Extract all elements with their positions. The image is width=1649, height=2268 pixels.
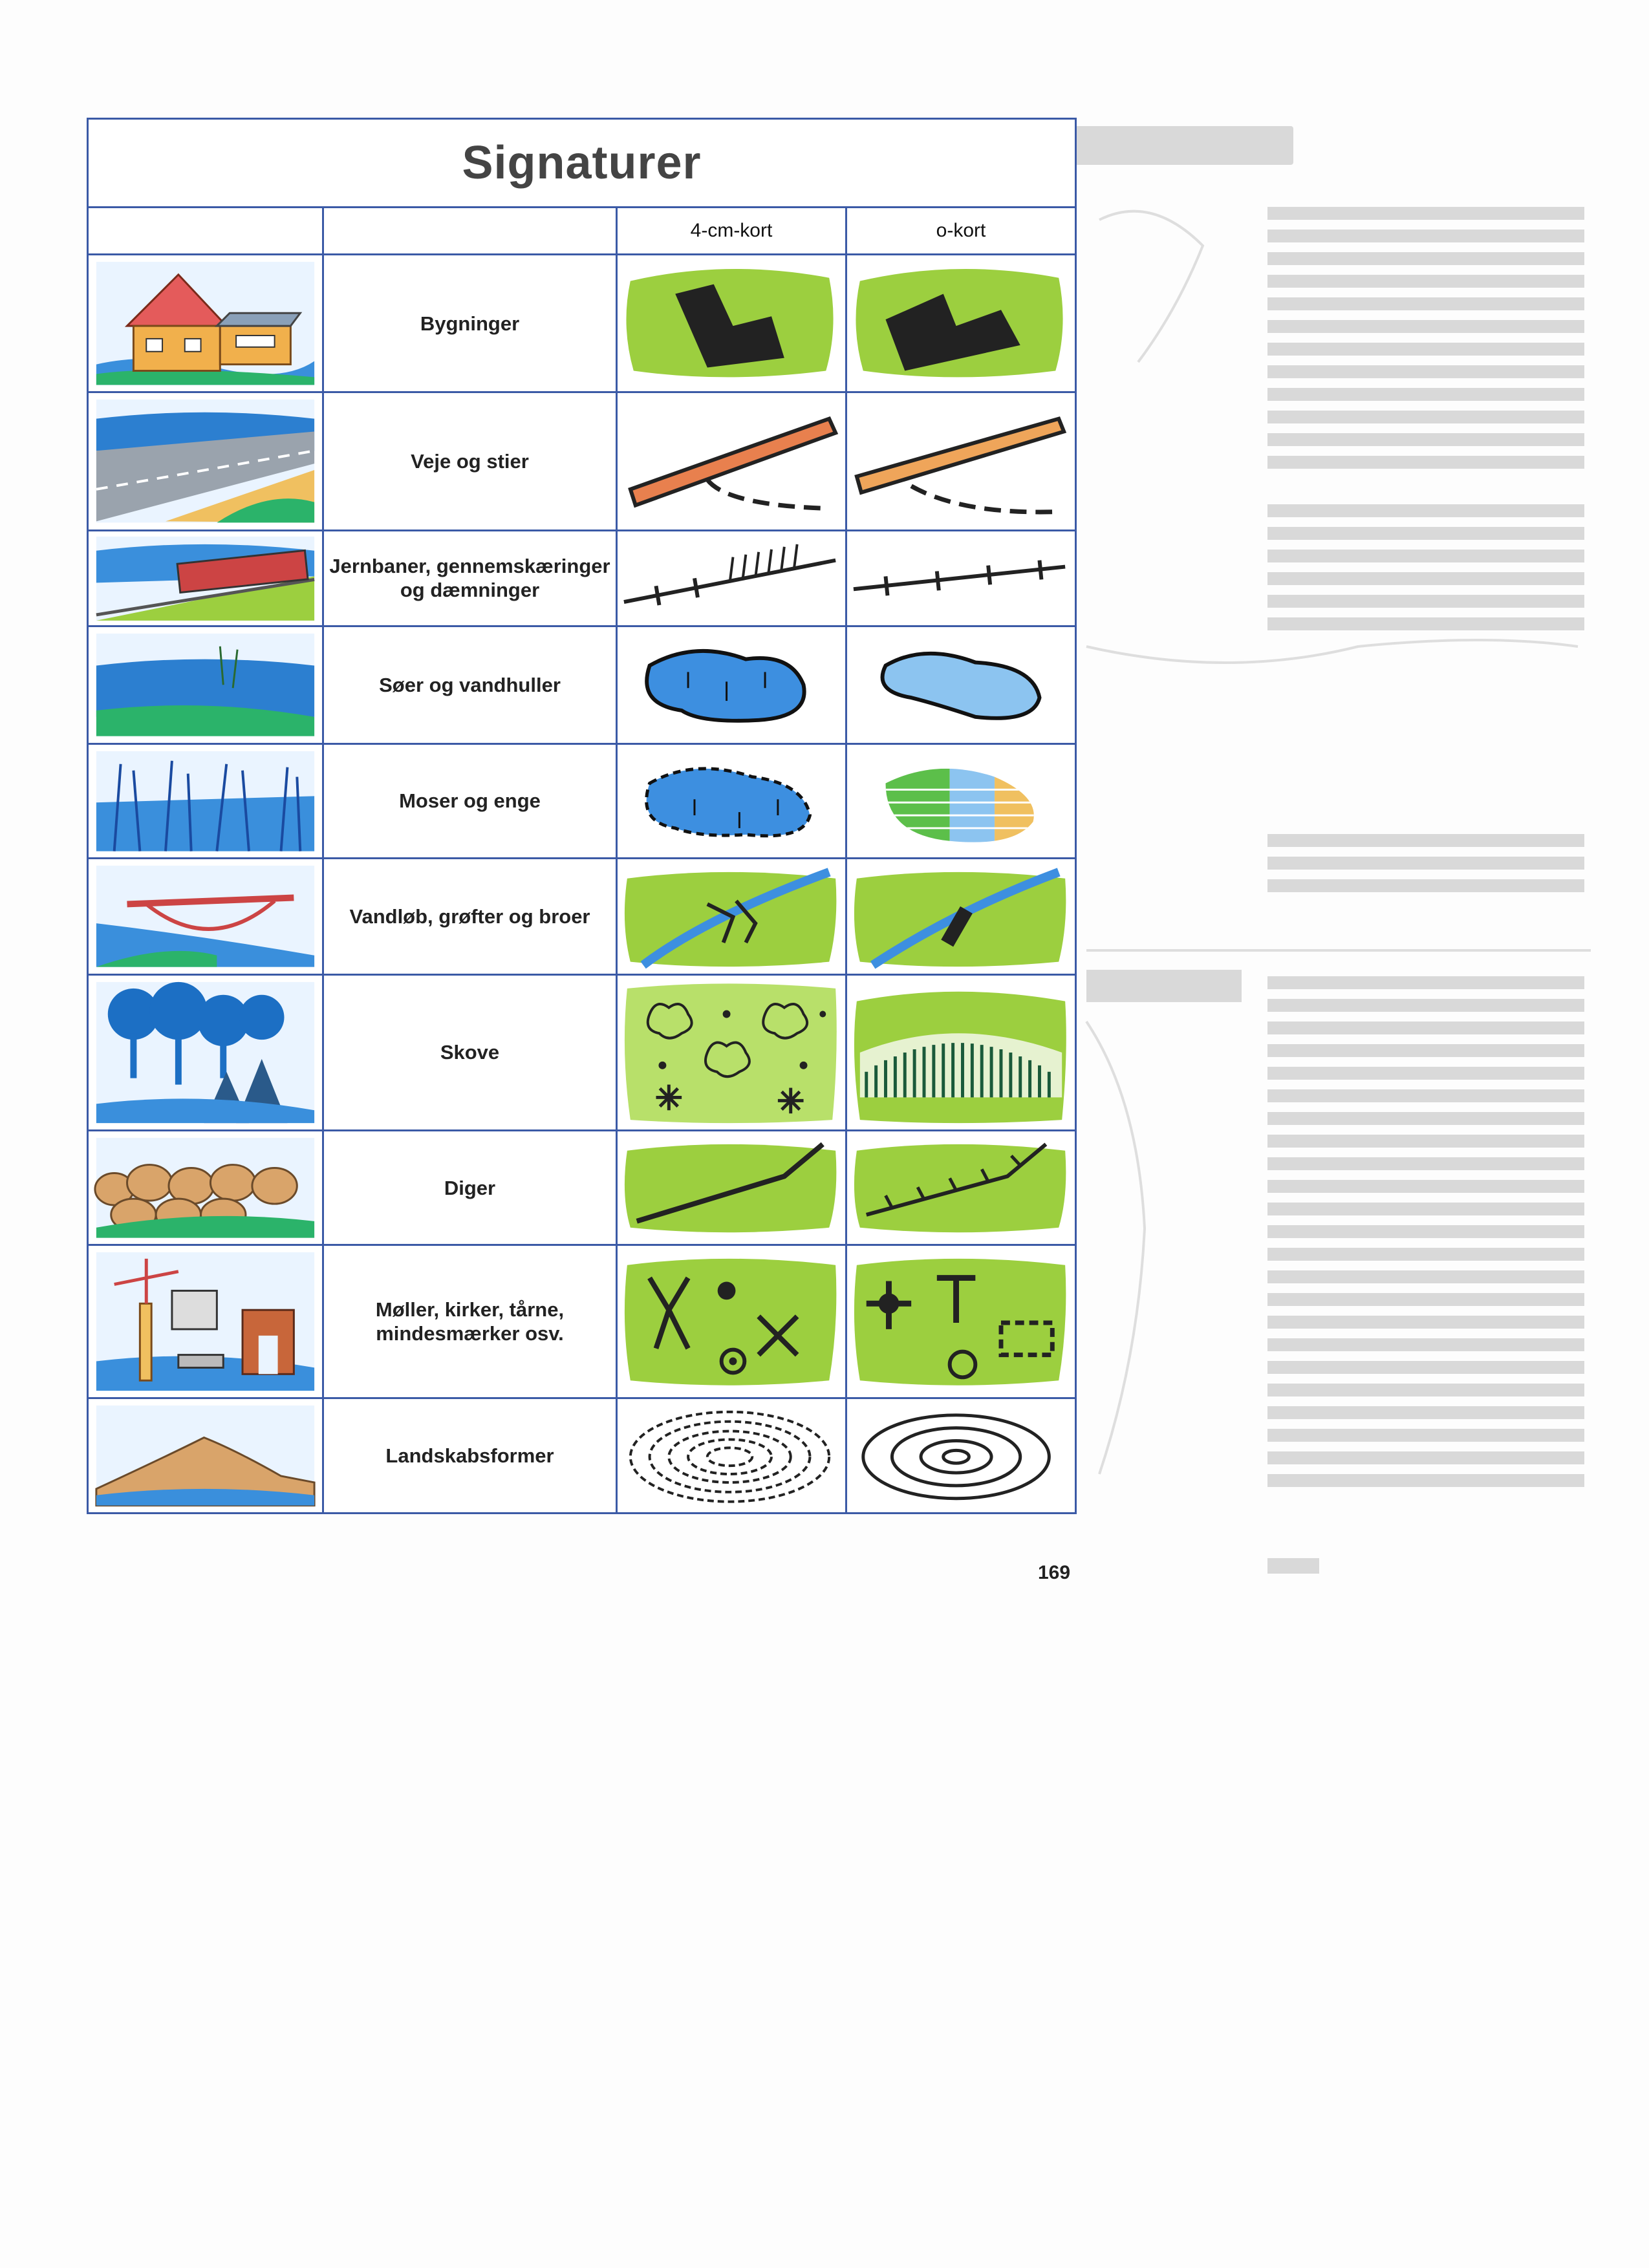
lake-symbol-4cm — [617, 626, 846, 744]
table-title: Signaturer — [88, 119, 1076, 208]
table-row — [88, 1130, 1076, 1245]
table-row — [88, 1398, 1076, 1514]
contour-symbol-4cm — [617, 1398, 846, 1514]
header-picture — [88, 208, 323, 255]
bridge-illustration — [88, 859, 323, 975]
marsh-illustration — [88, 744, 323, 859]
building-symbol-o — [846, 255, 1076, 392]
railway-symbol-o — [846, 530, 1076, 626]
signatures-table — [87, 118, 1077, 1514]
railway-cutting-symbol-4cm — [617, 530, 846, 626]
signature-name: Møller, kirker, tårne, mindesmærker osv. — [323, 1245, 617, 1398]
signature-name: Veje og stier — [323, 392, 617, 530]
table-row — [88, 255, 1076, 392]
landmarks-illustration — [88, 1245, 323, 1398]
page-number: 169 — [1037, 1562, 1071, 1583]
dike-symbol-4cm — [617, 1130, 846, 1245]
signature-name: Moser og enge — [323, 744, 617, 859]
table-row — [88, 530, 1076, 626]
signature-name: Vandløb, grøfter og broer — [323, 859, 617, 975]
marsh-symbol-o — [846, 744, 1076, 859]
contour-symbol-o — [846, 1398, 1076, 1514]
table-row — [88, 744, 1076, 859]
signature-name: Diger — [323, 1130, 617, 1245]
road-path-symbol-4cm — [617, 392, 846, 530]
header-o-kort: o-kort — [846, 208, 1076, 255]
forest-symbol-4cm — [617, 974, 846, 1130]
stone-wall-illustration — [88, 1130, 323, 1245]
signature-name: Skove — [323, 974, 617, 1130]
road-path-symbol-o — [846, 392, 1076, 530]
table-row — [88, 859, 1076, 975]
header-4cm-kort: 4-cm-kort — [617, 208, 846, 255]
table-row — [88, 974, 1076, 1130]
building-symbol-4cm — [617, 255, 846, 392]
signature-name: Bygninger — [323, 255, 617, 392]
lake-symbol-o — [846, 626, 1076, 744]
landmark-symbols-o — [846, 1245, 1076, 1398]
table-row — [88, 1245, 1076, 1398]
landscape-illustration — [88, 1398, 323, 1514]
signature-name: Søer og vandhuller — [323, 626, 617, 744]
table-row — [88, 392, 1076, 530]
house-illustration — [88, 255, 323, 392]
forest-illustration — [88, 974, 323, 1130]
train-illustration — [88, 530, 323, 626]
header-name — [323, 208, 617, 255]
landmark-symbols-4cm — [617, 1245, 846, 1398]
marsh-symbol-4cm — [617, 744, 846, 859]
signature-name: Jernbaner, gennemskæringer og dæmninger — [323, 530, 617, 626]
dike-symbol-o — [846, 1130, 1076, 1245]
lake-illustration — [88, 626, 323, 744]
table-row — [88, 626, 1076, 744]
stream-bridge-symbol-4cm — [617, 859, 846, 975]
signature-name: Landskabsformer — [323, 1398, 617, 1514]
forest-symbol-o — [846, 974, 1076, 1130]
road-illustration — [88, 392, 323, 530]
stream-bridge-symbol-o — [846, 859, 1076, 975]
